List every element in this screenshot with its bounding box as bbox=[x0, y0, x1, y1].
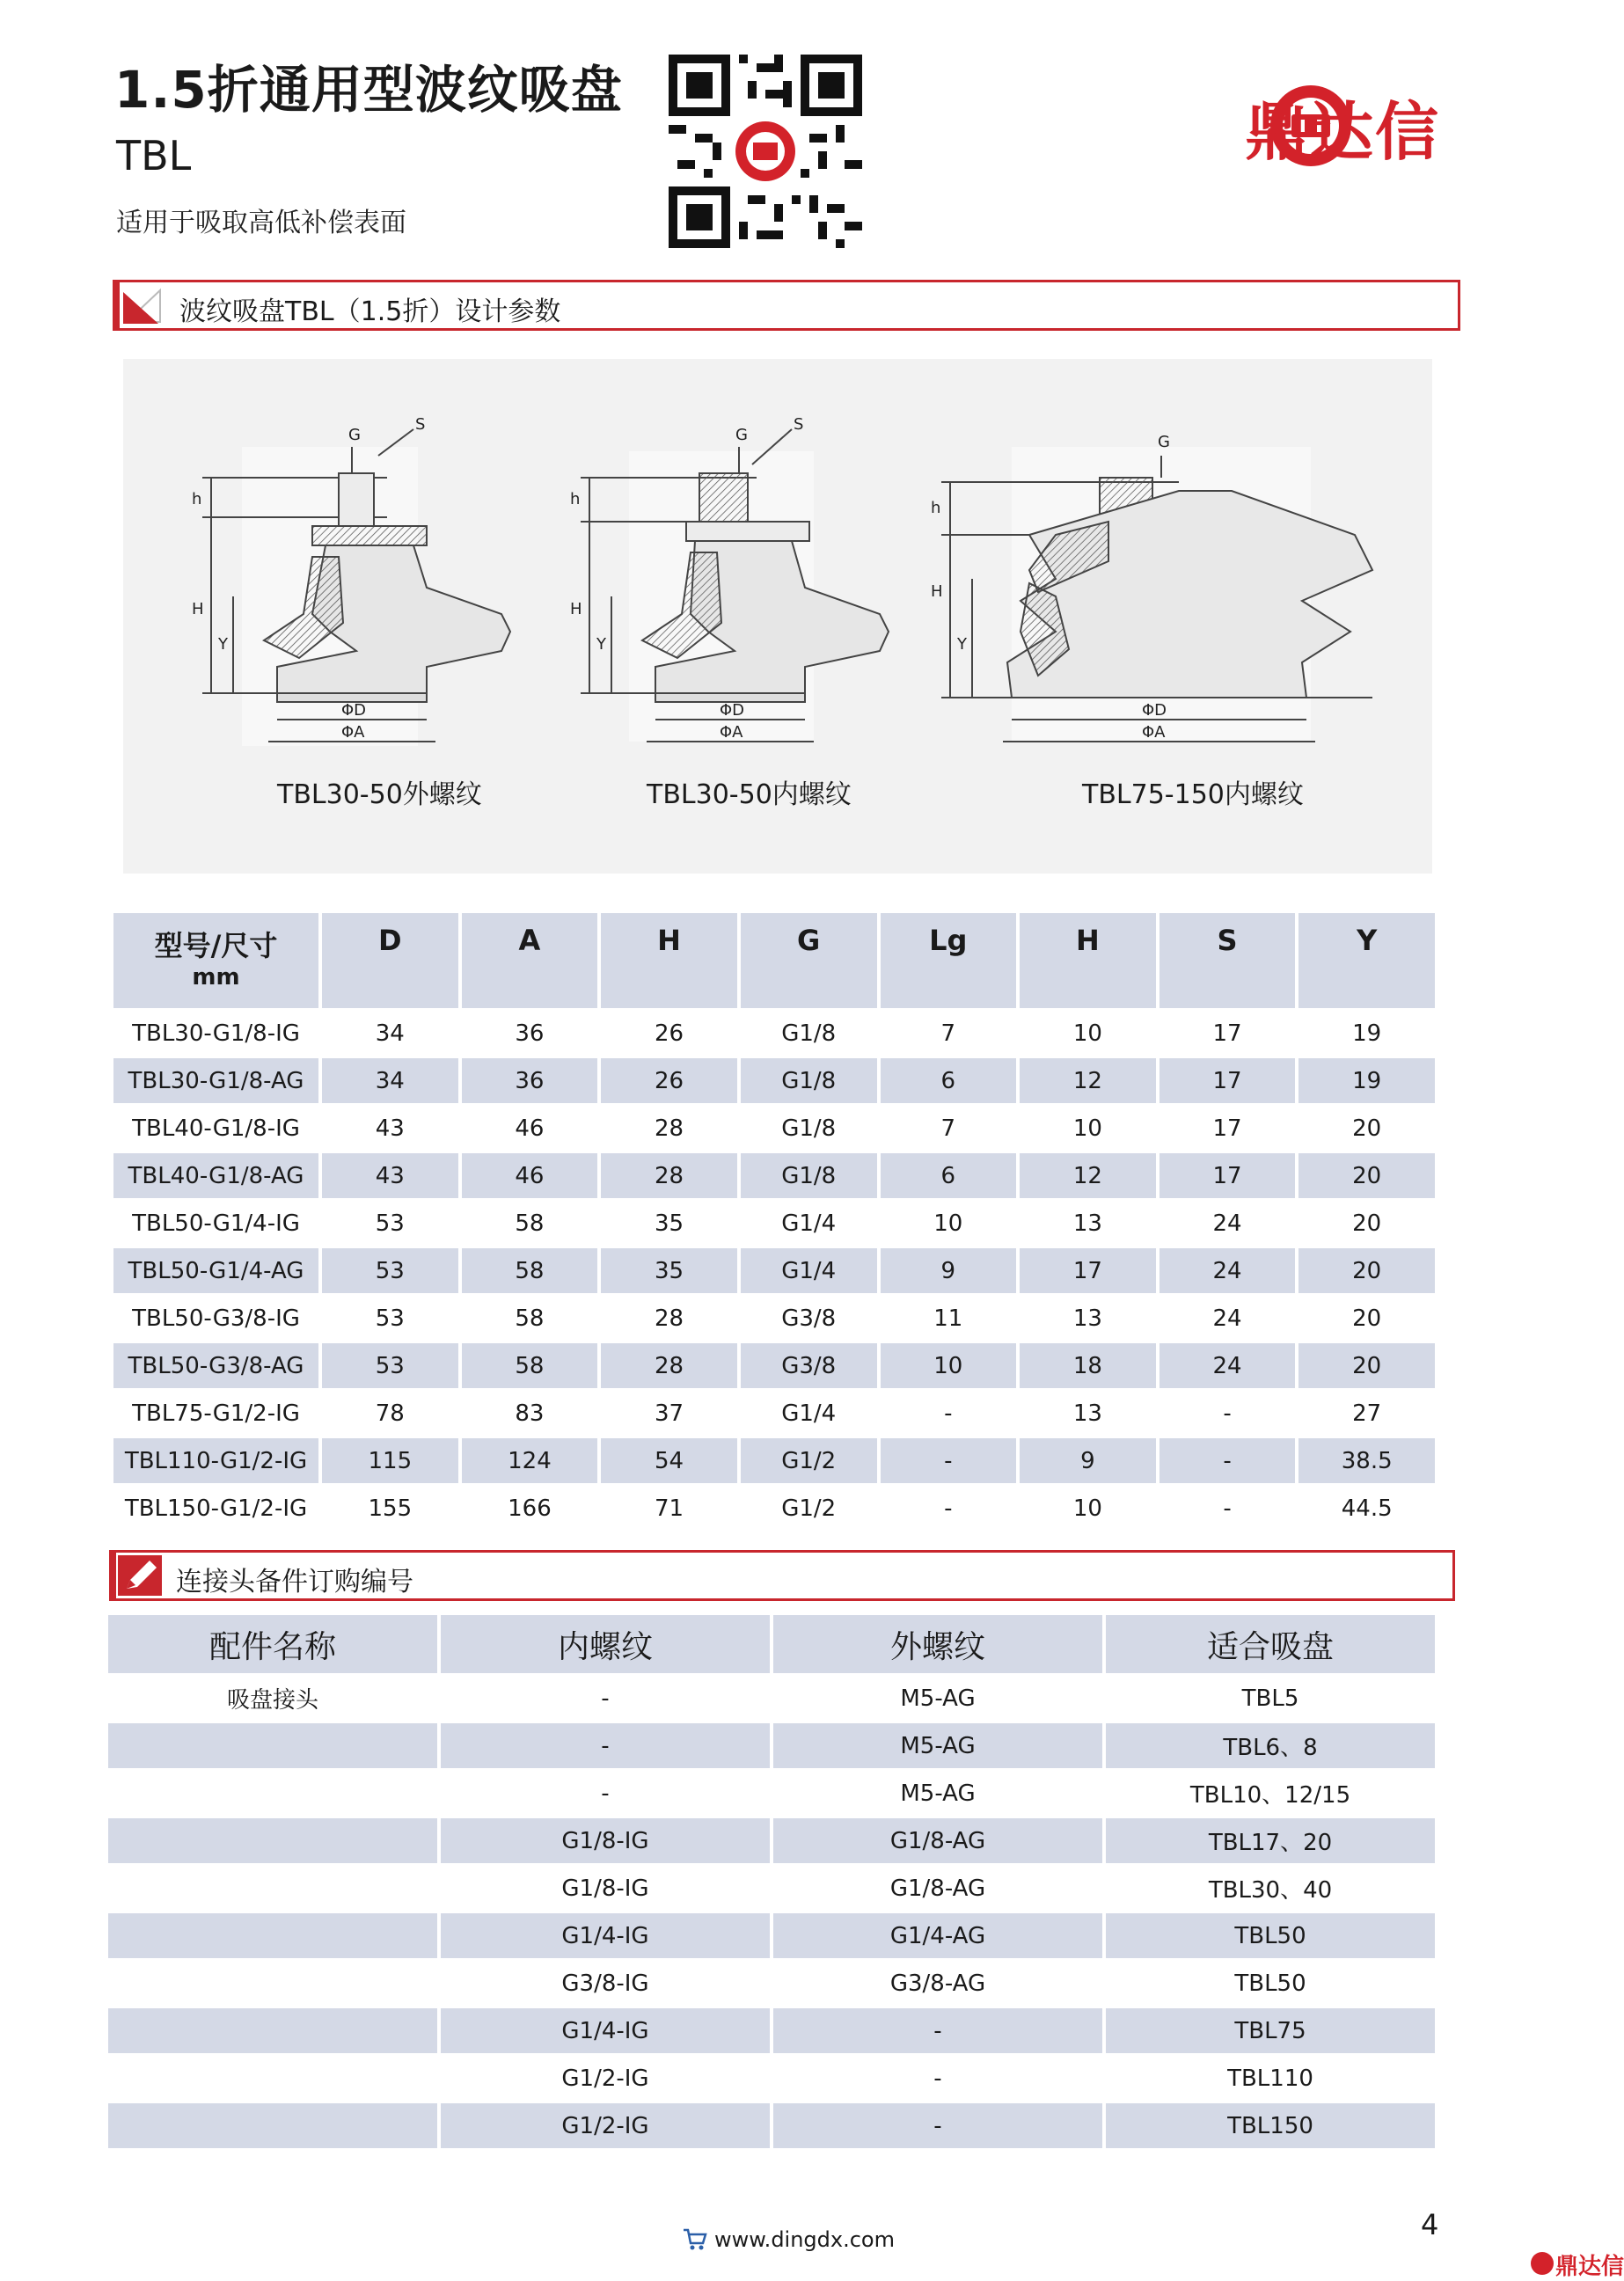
table-cell: 吸盘接头 bbox=[108, 1676, 437, 1721]
table-cell: G1/2 bbox=[741, 1486, 877, 1531]
svg-text:G: G bbox=[348, 426, 361, 444]
table-cell: TBL50-G3/8-AG bbox=[113, 1343, 318, 1388]
table-cell: 12 bbox=[1020, 1058, 1156, 1103]
table-cell: G1/8 bbox=[741, 1153, 877, 1198]
table-cell: TBL17、20 bbox=[1106, 1818, 1435, 1863]
table-cell: 20 bbox=[1298, 1248, 1435, 1293]
table-cell: TBL5 bbox=[1106, 1676, 1435, 1721]
svg-text:h: h bbox=[570, 490, 581, 508]
table-cell: 24 bbox=[1159, 1248, 1296, 1293]
table-cell: - bbox=[441, 1676, 770, 1721]
table-row bbox=[108, 1866, 1435, 1911]
table-row bbox=[108, 1723, 1435, 1768]
column-header: D bbox=[322, 913, 458, 1008]
table-cell: TBL30-G1/8-AG bbox=[113, 1058, 318, 1103]
table-cell: M5-AG bbox=[773, 1676, 1102, 1721]
table-cell: TBL40-G1/8-AG bbox=[113, 1153, 318, 1198]
table-cell: 10 bbox=[1020, 1486, 1156, 1531]
table-cell: 20 bbox=[1298, 1106, 1435, 1151]
table-cell: TBL110 bbox=[1106, 2056, 1435, 2101]
table-cell: TBL50-G3/8-IG bbox=[113, 1296, 318, 1341]
svg-text:H: H bbox=[192, 600, 204, 618]
column-header: 内螺纹 bbox=[441, 1615, 770, 1673]
cart-icon bbox=[682, 2226, 708, 2255]
column-header: S bbox=[1159, 913, 1296, 1008]
technical-drawings bbox=[123, 359, 1432, 874]
table-cell: G1/4 bbox=[741, 1248, 877, 1293]
footer-logo-icon bbox=[1531, 2252, 1554, 2275]
table-cell: 28 bbox=[601, 1106, 737, 1151]
svg-text:S: S bbox=[415, 415, 426, 434]
table-cell: 20 bbox=[1298, 1201, 1435, 1246]
table-cell: G1/2-IG bbox=[441, 2056, 770, 2101]
table-cell: G1/8 bbox=[741, 1106, 877, 1151]
table-cell: TBL10、12/15 bbox=[1106, 1771, 1435, 1816]
qr-code-icon bbox=[669, 55, 862, 248]
table-cell: G1/2-IG bbox=[441, 2103, 770, 2148]
table-cell: G1/8-AG bbox=[773, 1818, 1102, 1863]
table-cell bbox=[108, 1771, 437, 1816]
table-cell: 34 bbox=[322, 1011, 458, 1056]
accessory-table bbox=[105, 1612, 1438, 2151]
table-cell: 43 bbox=[322, 1153, 458, 1198]
table-cell bbox=[108, 1866, 437, 1911]
table-cell: 11 bbox=[881, 1296, 1017, 1341]
column-header: 外螺纹 bbox=[773, 1615, 1102, 1673]
table-row bbox=[113, 1486, 1435, 1531]
svg-text:G: G bbox=[735, 426, 748, 444]
table-cell: 17 bbox=[1159, 1153, 1296, 1198]
table-row bbox=[113, 1296, 1435, 1341]
table-cell: M5-AG bbox=[773, 1723, 1102, 1768]
table-row bbox=[113, 1106, 1435, 1151]
table-cell: TBL75 bbox=[1106, 2008, 1435, 2053]
svg-text:Y: Y bbox=[957, 635, 967, 654]
table-cell: - bbox=[773, 2103, 1102, 2148]
table-cell bbox=[108, 2056, 437, 2101]
table-cell: 7 bbox=[881, 1106, 1017, 1151]
column-header: H bbox=[1020, 913, 1156, 1008]
table-cell: G1/4-IG bbox=[441, 2008, 770, 2053]
table-cell: 28 bbox=[601, 1343, 737, 1388]
table-cell: 10 bbox=[881, 1343, 1017, 1388]
column-header: Lg bbox=[881, 913, 1017, 1008]
table-cell: 44.5 bbox=[1298, 1486, 1435, 1531]
section-title: 连接头备件订购编号 bbox=[176, 1567, 413, 1597]
table-cell: - bbox=[773, 2056, 1102, 2101]
drawing-caption: TBL30-50内螺纹 bbox=[647, 779, 852, 810]
footer-brand: 鼎达信 bbox=[1555, 2254, 1624, 2280]
drawing-caption: TBL30-50外螺纹 bbox=[277, 779, 482, 810]
table-cell: 28 bbox=[601, 1153, 737, 1198]
table-cell: 36 bbox=[462, 1011, 598, 1056]
website-link[interactable]: www.dingdx.com bbox=[714, 2227, 895, 2252]
table-cell: 166 bbox=[462, 1486, 598, 1531]
svg-text:S: S bbox=[794, 415, 804, 434]
table-cell: 17 bbox=[1159, 1106, 1296, 1151]
pencil-icon bbox=[118, 1555, 162, 1596]
model-code: TBL bbox=[116, 132, 192, 179]
table-cell: 43 bbox=[322, 1106, 458, 1151]
table-cell: 58 bbox=[462, 1343, 598, 1388]
table-row bbox=[108, 2103, 1435, 2148]
table-cell: 10 bbox=[1020, 1106, 1156, 1151]
table-row bbox=[108, 1676, 1435, 1721]
svg-text:H: H bbox=[570, 600, 582, 618]
table-cell: 12 bbox=[1020, 1153, 1156, 1198]
table-cell: TBL6、8 bbox=[1106, 1723, 1435, 1768]
table-cell: 35 bbox=[601, 1201, 737, 1246]
svg-text:Y: Y bbox=[218, 635, 228, 654]
svg-text:ΦA: ΦA bbox=[720, 723, 743, 742]
table-cell: - bbox=[881, 1438, 1017, 1483]
triangle-ruler-icon bbox=[121, 285, 165, 325]
table-cell: 28 bbox=[601, 1296, 737, 1341]
table-cell: 53 bbox=[322, 1343, 458, 1388]
table-cell: G3/8 bbox=[741, 1296, 877, 1341]
table-cell: 53 bbox=[322, 1296, 458, 1341]
table-cell bbox=[108, 1818, 437, 1863]
table-cell: 13 bbox=[1020, 1296, 1156, 1341]
table-cell bbox=[108, 1961, 437, 2006]
table-row bbox=[113, 1248, 1435, 1293]
table-cell: TBL50 bbox=[1106, 1913, 1435, 1958]
table-cell: 9 bbox=[1020, 1438, 1156, 1483]
table-cell: 19 bbox=[1298, 1058, 1435, 1103]
svg-text:H: H bbox=[931, 582, 943, 601]
column-header: 配件名称 bbox=[108, 1615, 437, 1673]
table-cell: G1/4 bbox=[741, 1391, 877, 1436]
table-cell: 13 bbox=[1020, 1391, 1156, 1436]
svg-text:ΦD: ΦD bbox=[1142, 701, 1167, 720]
table-cell: TBL150-G1/2-IG bbox=[113, 1486, 318, 1531]
table-cell: 71 bbox=[601, 1486, 737, 1531]
spec-table bbox=[110, 910, 1438, 1533]
svg-text:h: h bbox=[192, 490, 202, 508]
table-cell: G1/8-IG bbox=[441, 1818, 770, 1863]
brand-name: 鼎达信 bbox=[1245, 95, 1441, 169]
table-cell: 6 bbox=[881, 1058, 1017, 1103]
page-title: 1.5折通用型波纹吸盘 bbox=[114, 60, 623, 120]
table-header-row bbox=[113, 913, 1435, 1008]
table-cell bbox=[108, 2008, 437, 2053]
table-cell: - bbox=[773, 2008, 1102, 2053]
table-cell: 13 bbox=[1020, 1201, 1156, 1246]
table-cell: G3/8 bbox=[741, 1343, 877, 1388]
table-cell bbox=[108, 1913, 437, 1958]
table-row bbox=[108, 2056, 1435, 2101]
table-cell: - bbox=[1159, 1391, 1296, 1436]
table-cell: 20 bbox=[1298, 1153, 1435, 1198]
table-cell: 24 bbox=[1159, 1343, 1296, 1388]
table-cell: G1/4-AG bbox=[773, 1913, 1102, 1958]
table-row bbox=[113, 1438, 1435, 1483]
table-row bbox=[113, 1391, 1435, 1436]
table-cell: - bbox=[441, 1771, 770, 1816]
page-number: 4 bbox=[1421, 2208, 1439, 2241]
table-cell: 20 bbox=[1298, 1343, 1435, 1388]
table-cell: TBL75-G1/2-IG bbox=[113, 1391, 318, 1436]
table-cell bbox=[108, 1723, 437, 1768]
column-header: 适合吸盘 bbox=[1106, 1615, 1435, 1673]
table-cell: 17 bbox=[1159, 1058, 1296, 1103]
table-cell: - bbox=[1159, 1486, 1296, 1531]
table-cell: - bbox=[1159, 1438, 1296, 1483]
section-title: 波纹吸盘TBL（1.5折）设计参数 bbox=[179, 296, 561, 327]
table-cell bbox=[108, 2103, 437, 2148]
table-cell: - bbox=[881, 1486, 1017, 1531]
table-cell: 36 bbox=[462, 1058, 598, 1103]
table-cell: - bbox=[441, 1723, 770, 1768]
svg-text:ΦA: ΦA bbox=[1142, 723, 1166, 742]
table-header-row bbox=[108, 1615, 1435, 1673]
table-cell: 26 bbox=[601, 1011, 737, 1056]
table-cell: TBL40-G1/8-IG bbox=[113, 1106, 318, 1151]
table-cell: TBL110-G1/2-IG bbox=[113, 1438, 318, 1483]
table-cell: G1/2 bbox=[741, 1438, 877, 1483]
table-cell: 17 bbox=[1159, 1011, 1296, 1056]
table-cell: 35 bbox=[601, 1248, 737, 1293]
section-header-accessories bbox=[109, 1550, 1455, 1601]
column-header: A bbox=[462, 913, 598, 1008]
table-cell: 24 bbox=[1159, 1296, 1296, 1341]
drawing-caption: TBL75-150内螺纹 bbox=[1082, 779, 1304, 810]
table-row bbox=[113, 1343, 1435, 1388]
column-header: H bbox=[601, 913, 737, 1008]
table-cell: G1/8 bbox=[741, 1058, 877, 1103]
page-subtitle: 适用于吸取高低补偿表面 bbox=[116, 208, 406, 238]
table-cell: M5-AG bbox=[773, 1771, 1102, 1816]
table-cell: 19 bbox=[1298, 1011, 1435, 1056]
table-cell: 38.5 bbox=[1298, 1438, 1435, 1483]
table-cell: 46 bbox=[462, 1106, 598, 1151]
table-row bbox=[108, 1818, 1435, 1863]
table-cell: 24 bbox=[1159, 1201, 1296, 1246]
table-cell: 7 bbox=[881, 1011, 1017, 1056]
table-cell: TBL30-G1/8-IG bbox=[113, 1011, 318, 1056]
svg-text:G: G bbox=[1158, 433, 1170, 451]
table-cell: 58 bbox=[462, 1248, 598, 1293]
table-cell: 53 bbox=[322, 1248, 458, 1293]
table-cell: 34 bbox=[322, 1058, 458, 1103]
table-cell: 83 bbox=[462, 1391, 598, 1436]
table-cell: 17 bbox=[1020, 1248, 1156, 1293]
table-cell: 6 bbox=[881, 1153, 1017, 1198]
table-cell: 124 bbox=[462, 1438, 598, 1483]
table-row bbox=[113, 1201, 1435, 1246]
table-cell: - bbox=[881, 1391, 1017, 1436]
table-cell: G1/4 bbox=[741, 1201, 877, 1246]
table-cell: G1/8-AG bbox=[773, 1866, 1102, 1911]
table-cell: 10 bbox=[1020, 1011, 1156, 1056]
table-cell: 115 bbox=[322, 1438, 458, 1483]
table-row bbox=[108, 2008, 1435, 2053]
table-row bbox=[113, 1058, 1435, 1103]
table-row bbox=[113, 1011, 1435, 1056]
table-cell: G1/8-IG bbox=[441, 1866, 770, 1911]
svg-text:h: h bbox=[931, 499, 941, 517]
table-row bbox=[108, 1961, 1435, 2006]
table-row bbox=[113, 1153, 1435, 1198]
table-cell: 58 bbox=[462, 1201, 598, 1246]
table-cell: 10 bbox=[881, 1201, 1017, 1246]
table-cell: TBL50 bbox=[1106, 1961, 1435, 2006]
table-cell: 20 bbox=[1298, 1296, 1435, 1341]
column-header: 型号/尺寸 mm bbox=[113, 913, 318, 1008]
table-cell: 53 bbox=[322, 1201, 458, 1246]
table-cell: 78 bbox=[322, 1391, 458, 1436]
table-cell: 26 bbox=[601, 1058, 737, 1103]
drawing-tbl75-150-internal bbox=[941, 447, 1372, 742]
table-cell: 37 bbox=[601, 1391, 737, 1436]
table-cell: G3/8-IG bbox=[441, 1961, 770, 2006]
table-row bbox=[108, 1771, 1435, 1816]
table-cell: TBL30、40 bbox=[1106, 1866, 1435, 1911]
svg-text:ΦD: ΦD bbox=[720, 701, 745, 720]
svg-text:ΦD: ΦD bbox=[341, 701, 367, 720]
column-header: Y bbox=[1298, 913, 1435, 1008]
table-cell: 46 bbox=[462, 1153, 598, 1198]
table-cell: G1/8 bbox=[741, 1011, 877, 1056]
table-cell: G3/8-AG bbox=[773, 1961, 1102, 2006]
svg-text:Y: Y bbox=[596, 635, 606, 654]
drawing-tbl30-50-external bbox=[202, 429, 510, 746]
table-cell: 18 bbox=[1020, 1343, 1156, 1388]
drawing-tbl30-50-internal bbox=[581, 429, 889, 742]
table-cell: 27 bbox=[1298, 1391, 1435, 1436]
svg-text:ΦA: ΦA bbox=[341, 723, 365, 742]
table-cell: 58 bbox=[462, 1296, 598, 1341]
section-header-design-params bbox=[113, 280, 1460, 331]
table-cell: TBL150 bbox=[1106, 2103, 1435, 2148]
table-cell: TBL50-G1/4-AG bbox=[113, 1248, 318, 1293]
table-row bbox=[108, 1913, 1435, 1958]
table-cell: TBL50-G1/4-IG bbox=[113, 1201, 318, 1246]
table-cell: 9 bbox=[881, 1248, 1017, 1293]
table-cell: 155 bbox=[322, 1486, 458, 1531]
column-header: G bbox=[741, 913, 877, 1008]
table-cell: 54 bbox=[601, 1438, 737, 1483]
table-cell: G1/4-IG bbox=[441, 1913, 770, 1958]
